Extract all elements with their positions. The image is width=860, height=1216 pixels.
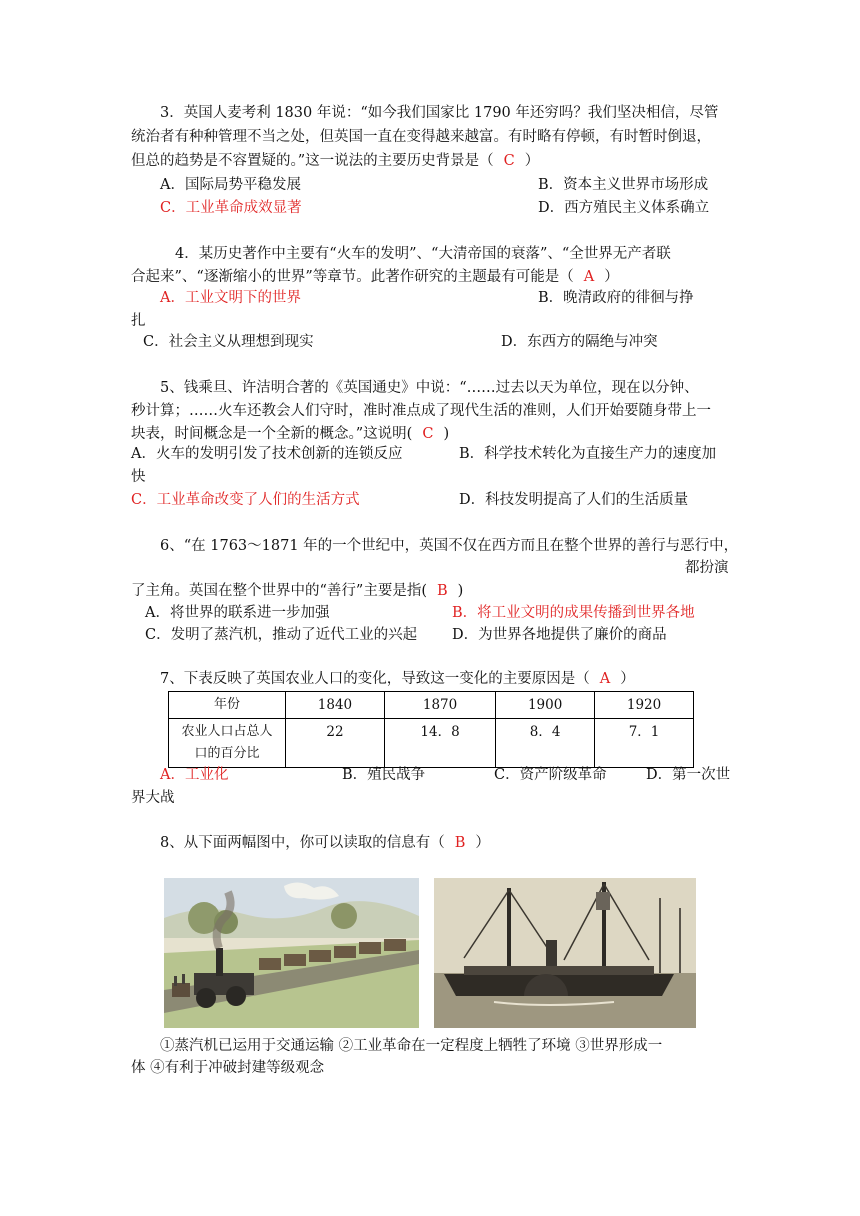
q3-option-c: C．工业革命成效显著 bbox=[160, 200, 302, 216]
q8-stem-close: ） bbox=[475, 835, 490, 851]
q5-stem-line1: 5、钱乘旦、许洁明合著的《英国通史》中说：“……过去以天为单位，现在以分钟、 bbox=[160, 380, 699, 396]
q3-answer: C bbox=[503, 153, 515, 169]
table-year-1840: 1840 bbox=[286, 692, 385, 719]
q5-stem-close: ) bbox=[443, 426, 450, 442]
q4-option-b-wrap: 扎 bbox=[131, 313, 146, 329]
q7-option-c: C．资产阶级革命 bbox=[494, 767, 607, 783]
table-year-1870: 1870 bbox=[384, 692, 495, 719]
q4-stem-text: 合起来”、“逐渐缩小的世界”等章节。此著作研究的主题最有可能是（ bbox=[131, 269, 574, 285]
q7-stem-text: 7、下表反映了英国农业人口的变化，导致这一变化的主要原因是（ bbox=[160, 671, 590, 687]
q8-statements-line1: ①蒸汽机已运用于交通运输 ②工业革命在一定程度上牺牲了环境 ③世界形成一 bbox=[160, 1038, 663, 1054]
q8-stem-text: 8、从下面两幅图中，你可以读取的信息有（ bbox=[160, 835, 445, 851]
q3-stem-line3 bbox=[131, 150, 539, 172]
q5-answer: C bbox=[422, 426, 434, 442]
q4-option-a: A．工业文明下的世界 bbox=[160, 290, 301, 306]
table-row-label-line2: 口的百分比 bbox=[194, 746, 260, 761]
q7-answer: A bbox=[599, 671, 611, 687]
q7-option-d: D．第一次世 bbox=[646, 767, 731, 783]
q3-stem-line1: 3．英国人麦考利 1830 年说：“如今我们国家比 1790 年还穷吗？我们坚决相信，尽管 bbox=[160, 105, 719, 121]
q4-option-c: C．社会主义从理想到现实 bbox=[143, 334, 314, 350]
q5-stem-line2: 秒计算；……火车还教会人们守时，准时准点成了现代生活的准则，人们开始要随身带上一 bbox=[131, 403, 711, 419]
q4-stem-line1: 4．某历史著作中主要有“火车的发明”、“大清帝国的衰落”、“全世界无产者联 bbox=[175, 246, 671, 262]
q6-stem-line1-wrap: 都扮演 bbox=[685, 560, 729, 576]
q8-statements-line2: 体 ④有利于冲破封建等级观念 bbox=[131, 1060, 325, 1076]
q5-option-b-wrap: 快 bbox=[131, 469, 146, 485]
q3-option-a: A．国际局势平稳发展 bbox=[160, 177, 301, 193]
paddle-steamship-illustration bbox=[434, 878, 696, 1028]
table-year-1920: 1920 bbox=[595, 692, 694, 719]
q8-answer: B bbox=[454, 835, 466, 851]
q7-stem bbox=[160, 668, 635, 690]
q6-option-b: B．将工业文明的成果传播到世界各地 bbox=[452, 605, 695, 621]
q5-stem-line3 bbox=[131, 423, 449, 445]
q7-option-d-wrap: 界大战 bbox=[131, 790, 175, 806]
q5-stem-text: 块表，时间概念是一个全新的概念。”这说明( bbox=[131, 426, 413, 442]
q5-option-b: B．科学技术转化为直接生产力的速度加 bbox=[459, 446, 717, 462]
table-value-1900: 8．4 bbox=[496, 719, 595, 768]
q7-option-b: B．殖民战争 bbox=[342, 767, 426, 783]
q6-answer: B bbox=[436, 583, 448, 599]
table-header-label: 年份 bbox=[169, 692, 286, 719]
q6-stem-close: ) bbox=[457, 583, 464, 599]
table-value-1920: 7．1 bbox=[595, 719, 694, 768]
table-row-label-line1: 农业人口占总人 bbox=[181, 724, 273, 739]
table-value-1840: 22 bbox=[286, 719, 385, 768]
q5-option-a: A．火车的发明引发了技术创新的连锁反应 bbox=[131, 446, 403, 462]
q6-option-d: D．为世界各地提供了廉价的商品 bbox=[452, 627, 667, 643]
q6-stem-line2 bbox=[131, 580, 463, 602]
q5-option-d: D．科技发明提高了人们的生活质量 bbox=[459, 492, 689, 508]
table-year-1900: 1900 bbox=[496, 692, 595, 719]
q4-option-d: D．东西方的隔绝与冲突 bbox=[501, 334, 658, 350]
q3-option-d: D．西方殖民主义体系确立 bbox=[538, 200, 710, 216]
q3-stem-close: ） bbox=[524, 153, 540, 169]
q3-stem-line2: 统治者有种种管理不当之处，但英国一直在变得越来越富。有时略有停顿，有时暂时倒退， bbox=[131, 129, 711, 145]
table-value-1870: 14．8 bbox=[384, 719, 495, 768]
table-data-row bbox=[169, 719, 694, 768]
q6-option-a: A．将世界的联系进一步加强 bbox=[145, 605, 330, 621]
table-header-row bbox=[169, 692, 694, 719]
table-row-label bbox=[169, 719, 286, 768]
q6-option-c: C．发明了蒸汽机，推动了近代工业的兴起 bbox=[145, 627, 418, 643]
q4-answer: A bbox=[583, 269, 595, 285]
q4-stem-close: ） bbox=[604, 269, 619, 285]
q5-option-c: C．工业革命改变了人们的生活方式 bbox=[131, 492, 360, 508]
q3-option-b: B．资本主义世界市场形成 bbox=[538, 177, 709, 193]
q8-stem bbox=[160, 832, 490, 854]
q4-stem-line2 bbox=[131, 266, 619, 288]
q3-stem-text: 但总的趋势是不容置疑的。”这一说法的主要历史背景是（ bbox=[131, 153, 494, 169]
agricultural-population-table bbox=[168, 691, 694, 768]
q7-stem-close: ） bbox=[620, 671, 635, 687]
q6-stem-text: 了主角。英国在整个世界中的“善行”主要是指( bbox=[131, 583, 427, 599]
q7-option-a: A．工业化 bbox=[160, 767, 229, 783]
q4-option-b: B．晚清政府的徘徊与挣 bbox=[538, 290, 694, 306]
q6-stem-line1: 6、“在 1763～1871 年的一个世纪中，英国不仅在西方而且在整个世界的善行与恶行中， bbox=[160, 538, 739, 554]
steam-locomotive-illustration bbox=[164, 878, 419, 1028]
